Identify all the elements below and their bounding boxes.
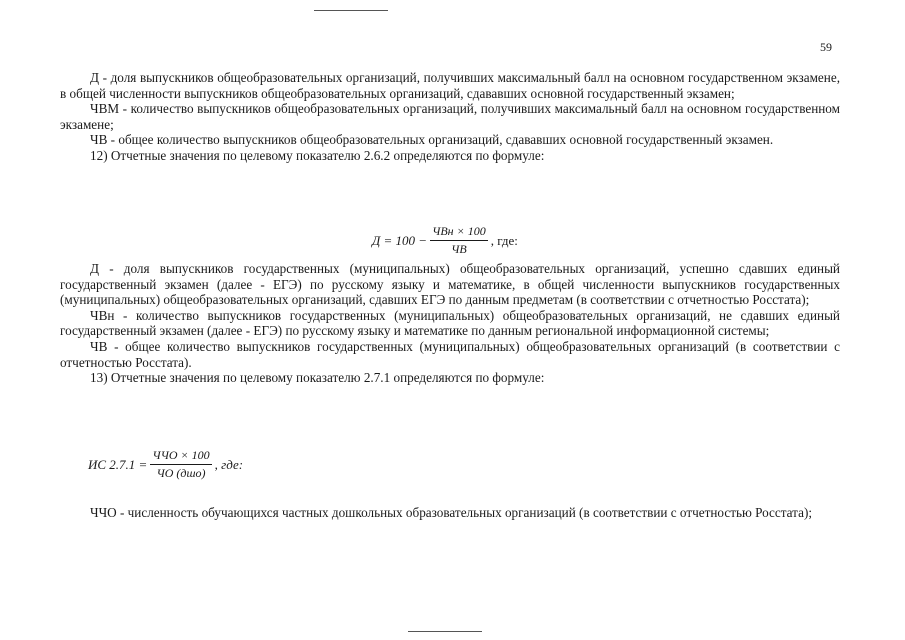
top-rule <box>314 10 388 11</box>
definition-chcho: ЧЧО - численность обучающихся частных дошкольных образовательных организаций (в соответствии с отчетностью Росстата); <box>90 505 813 520</box>
formula-1-numerator: ЧВн × 100 <box>430 224 488 241</box>
heading-13: 13) Отчетные значения по целевому показателю 2.7.1 определяются по формуле: <box>90 370 545 386</box>
formula-2-fraction <box>150 448 211 481</box>
definitions-block-2 <box>60 261 840 386</box>
formula-2-7-1 <box>88 448 243 481</box>
formula-2-denominator: ЧО (дшо) <box>156 466 206 480</box>
formula-2-numerator: ЧЧО × 100 <box>150 448 211 465</box>
formula-1-denominator: ЧВ <box>451 242 467 256</box>
page-number: 59 <box>820 40 832 54</box>
definition-d-1: Д - доля выпускников общеобразовательных организаций, получивших максимальный балл на основном государственном экзамене, в общей численности выпускников общеобразовательных организаций, сдававших основной государственный экзамен; <box>60 70 840 101</box>
definitions-block-1 <box>60 70 840 164</box>
heading-12: 12) Отчетные значения по целевому показателю 2.6.2 определяются по формуле: <box>90 147 545 163</box>
formula-1-lhs: Д = 100 − <box>372 232 428 248</box>
definition-chvm: ЧВМ - количество выпускников общеобразовательных организаций, получивших максимальный балл на основном государственном экзамене; <box>60 101 840 132</box>
definition-chv-1: ЧВ - общее количество выпускников общеобразовательных организаций, сдававших основной государственный экзамен. <box>90 132 774 148</box>
definition-chvn: ЧВн - количество выпускников государственных (муниципальных) общеобразовательных организаций, не сдавших единый государственный экзамен (далее - ЕГЭ) по русскому языку и математике по данным региональной информационной системы; <box>60 307 840 339</box>
formula-1-suffix: , где: <box>490 232 518 248</box>
formula-1-fraction <box>430 224 488 257</box>
formula-2-suffix: , где: <box>214 456 244 472</box>
formula-2-lhs: ИС 2.7.1 = <box>88 456 148 472</box>
bottom-rule <box>408 631 482 632</box>
definition-chv-2: ЧВ - общее количество выпускников государственных (муниципальных) общеобразовательных организаций (в соответствии с отчетностью Росстата). <box>60 338 840 370</box>
definition-d-2: Д - доля выпускников государственных (муниципальных) общеобразовательных организаций, успешно сдавших единый государственный экзамен (далее - ЕГЭ) по русскому языку и математике, в общей численности выпускников государственных (муниципальных) общеобразовательных организаций, сдавших ЕГЭ по данным предметам (в соответствии с отчетностью Росстата); <box>60 261 840 308</box>
formula-2-6-2 <box>372 224 518 257</box>
definitions-block-3 <box>60 505 840 521</box>
